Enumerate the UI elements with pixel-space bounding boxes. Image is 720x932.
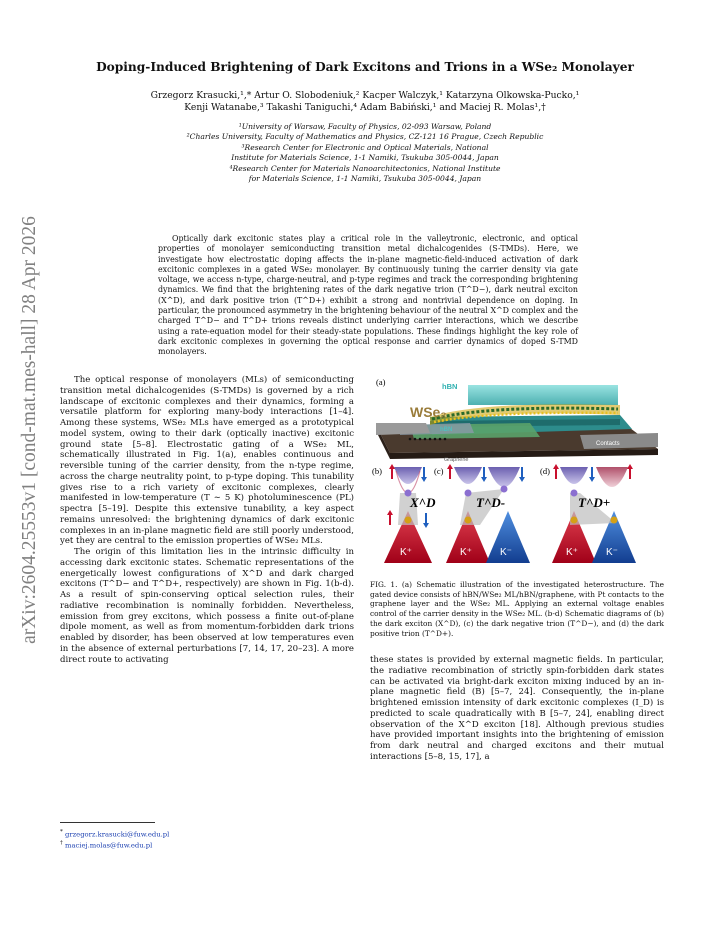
- affiliation: Institute for Materials Science, 1-1 Namiki, Tsukuba 305-0044, Japan: [231, 153, 499, 163]
- figure-1: [370, 375, 664, 565]
- body-right-column: [370, 655, 664, 763]
- label-graphene: Graphene: [444, 457, 469, 463]
- footnotes: [60, 828, 354, 851]
- label-hbn-bottom: hBN: [440, 427, 453, 433]
- email-link[interactable]: maciej.molas@fuw.edu.pl: [65, 841, 153, 850]
- email-link[interactable]: grzegorz.krasucki@fuw.edu.pl: [65, 830, 170, 839]
- arxiv-id: arXiv:2604.25553v1 [cond-mat.mes-hall] 28 Apr 2026: [19, 216, 40, 644]
- panel-a-heterostructure: [370, 375, 664, 463]
- figure-caption: FIG. 1. (a) Schematic illustration of the investigated heterostructure. The gated device consists of hBN/WSe₂ ML/hBN/graphene, with Pt contacts to the graphene layer and the WSe₂ ML. Applying an external voltage enables control of the carrier density in the WSe₂ ML. (b-d) Schematic diagrams of (b) the dark exciton (X^D), (c) the dark negative trion (T^D−), and (d) the dark positive trion (T^D+).: [370, 580, 664, 638]
- arxiv-stamp: [10, 200, 50, 660]
- affiliation: ³Research Center for Electronic and Optical Materials, National: [241, 142, 489, 152]
- label-wse2: WSe₂: [410, 404, 447, 420]
- footnote-divider: [60, 822, 155, 823]
- panel-label-a: (a): [376, 377, 386, 387]
- footnote-mark: *: [60, 829, 63, 835]
- affiliations: [100, 122, 630, 184]
- affiliation: ²Charles University, Faculty of Mathematics and Physics, CZ-121 16 Prague, Czech Republic: [186, 132, 544, 142]
- label-contacts: Contacts: [596, 441, 620, 447]
- panel-c-dark-negative-trion: [434, 464, 530, 563]
- body-paragraph: The optical response of monolayers (MLs) of semiconducting transition metal dichalcogenides (S-TMDs) is governed by a rich landscape of excitonic complexes and their dynamics, forming a versatile platform for exploring many-body interactions [1–4]. Among these systems, WSe₂ MLs have emerged as a prototypical model system, owing to their dark (optically inactive) excitonic ground state [5–8]. Electrostatic gating of a WSe₂ ML, schematically illustrated in Fig. 1(a), enables continuous and reversible tuning of the carrier density, from the n-type regime, across the charge neutrality point, to p-type doping. This tunability gives rise to a rich variety of excitonic complexes, clearly manifested in low-temperature (T ∼ 5 K) photoluminescence (PL) spectra [5–19]. Despite this extensive tunability, a key aspect remains unresolved: the brightening dynamics of dark excitonic complexes in an in-plane magnetic field are still poorly understood, yet they are central to the emission properties of WSe₂ MLs.: [60, 375, 354, 547]
- footnote-mark: †: [60, 840, 63, 847]
- label-k-plus: K⁺: [460, 547, 472, 558]
- author-list: [80, 90, 650, 114]
- author-line-1: Grzegorz Krasucki,¹,* Artur O. Slobodeniuk,² Kacper Walczyk,¹ Katarzyna Olkowska-Pucko,¹: [150, 90, 580, 101]
- label-tdm: T^D-: [476, 495, 506, 510]
- panel-b-dark-exciton: [372, 464, 436, 563]
- body-paragraph: these states is provided by external magnetic fields. In particular, the radiative recombination of strictly spin-forbidden dark states can be activated via bright-dark exciton mixing induced by an in-plane magnetic field (B) [5–7, 24]. Consequently, the in-plane brightened emission intensity of dark excitonic complexes (I_D) is predicted to scale quadratically with B [5–7, 24], enabling direct observation of the X^D exciton [18]. Although previous studies have provided important insights into the brightening of emission from dark neutral and charged excitons and their mutual interactions [5–8, 15, 17], a: [370, 655, 664, 762]
- label-k-plus: K⁺: [566, 547, 578, 558]
- label-hbn-top: hBN: [442, 382, 458, 391]
- panel-label-d: (d): [540, 466, 550, 476]
- body-paragraph: The origin of this limitation lies in the intrinsic difficulty in accessing dark excitonic states. Schematic representations of the energetically lowest configurations of X^D and dark charged excitons (T^D− and T^D+, respectively) are shown in Fig. 1(b-d). As a result of spin-conserving optical selection rules, their radiative recombination is nominally forbidden. Nevertheless, emission from grey excitons, which possess a finite out-of-plane dipole moment, as well as from momentum-forbidden dark trions enabled by disorder, has been observed at low temperatures even in the absence of external perturbations [7, 14, 17, 20–23]. A more direct route to activating: [60, 547, 354, 665]
- affiliation: ⁴Research Center for Materials Nanoarchitectonics, National Institute: [229, 163, 501, 173]
- body-left-column: [60, 375, 354, 665]
- author-line-2: Kenji Watanabe,³ Takashi Taniguchi,⁴ Adam Babiński,¹ and Maciej R. Molas¹,†: [184, 102, 546, 113]
- affiliation: ¹University of Warsaw, Faculty of Physics, 02-093 Warsaw, Poland: [238, 122, 492, 131]
- label-k-minus: K⁻: [500, 547, 512, 558]
- panel-label-c: (c): [434, 466, 444, 476]
- label-k-minus: K⁻: [606, 547, 618, 558]
- label-k-plus: K⁺: [400, 547, 412, 558]
- label-xd: X^D: [410, 495, 436, 510]
- panel-label-b: (b): [372, 466, 382, 476]
- abstract: Optically dark excitonic states play a critical role in the valleytronic, electronic, and optical properties of monolayer semiconducting transition metal dichalcogenides (S-TMDs). Here, we investigate how electrostatic doping affects the in-plane magnetic-field-induced activation of dark excitonic complexes in a gated WSe₂ monolayer. By continuously tuning the carrier density via gate voltage, we access n-type, charge-neutral, and p-type regimes and track the corresponding brightening dynamics. We find that the brightening rates of the dark negative trion (T^D−), dark neutral exciton (X^D), and dark positive trion (T^D+) exhibit a strong and nontrivial dependence on doping. In particular, the pronounced asymmetry in the brightening behaviour of the neutral X^D complex and the charged T^D− and T^D+ trions reveals distinct underlying carrier interactions, which we describe using a rate-equation model for their steady-state populations. These findings highlight the key role of dark excitonic complexes in governing the optical response and carrier dynamics of doped S-TMD monolayers.: [158, 234, 578, 357]
- label-tdp: T^D+: [578, 495, 611, 510]
- paper-title: Doping-Induced Brightening of Dark Excitons and Trions in a WSe₂ Monolayer: [96, 60, 634, 74]
- affiliation: for Materials Science, 1-1 Namiki, Tsukuba 305-0044, Japan: [248, 174, 482, 184]
- panel-d-dark-positive-trion: [540, 464, 636, 563]
